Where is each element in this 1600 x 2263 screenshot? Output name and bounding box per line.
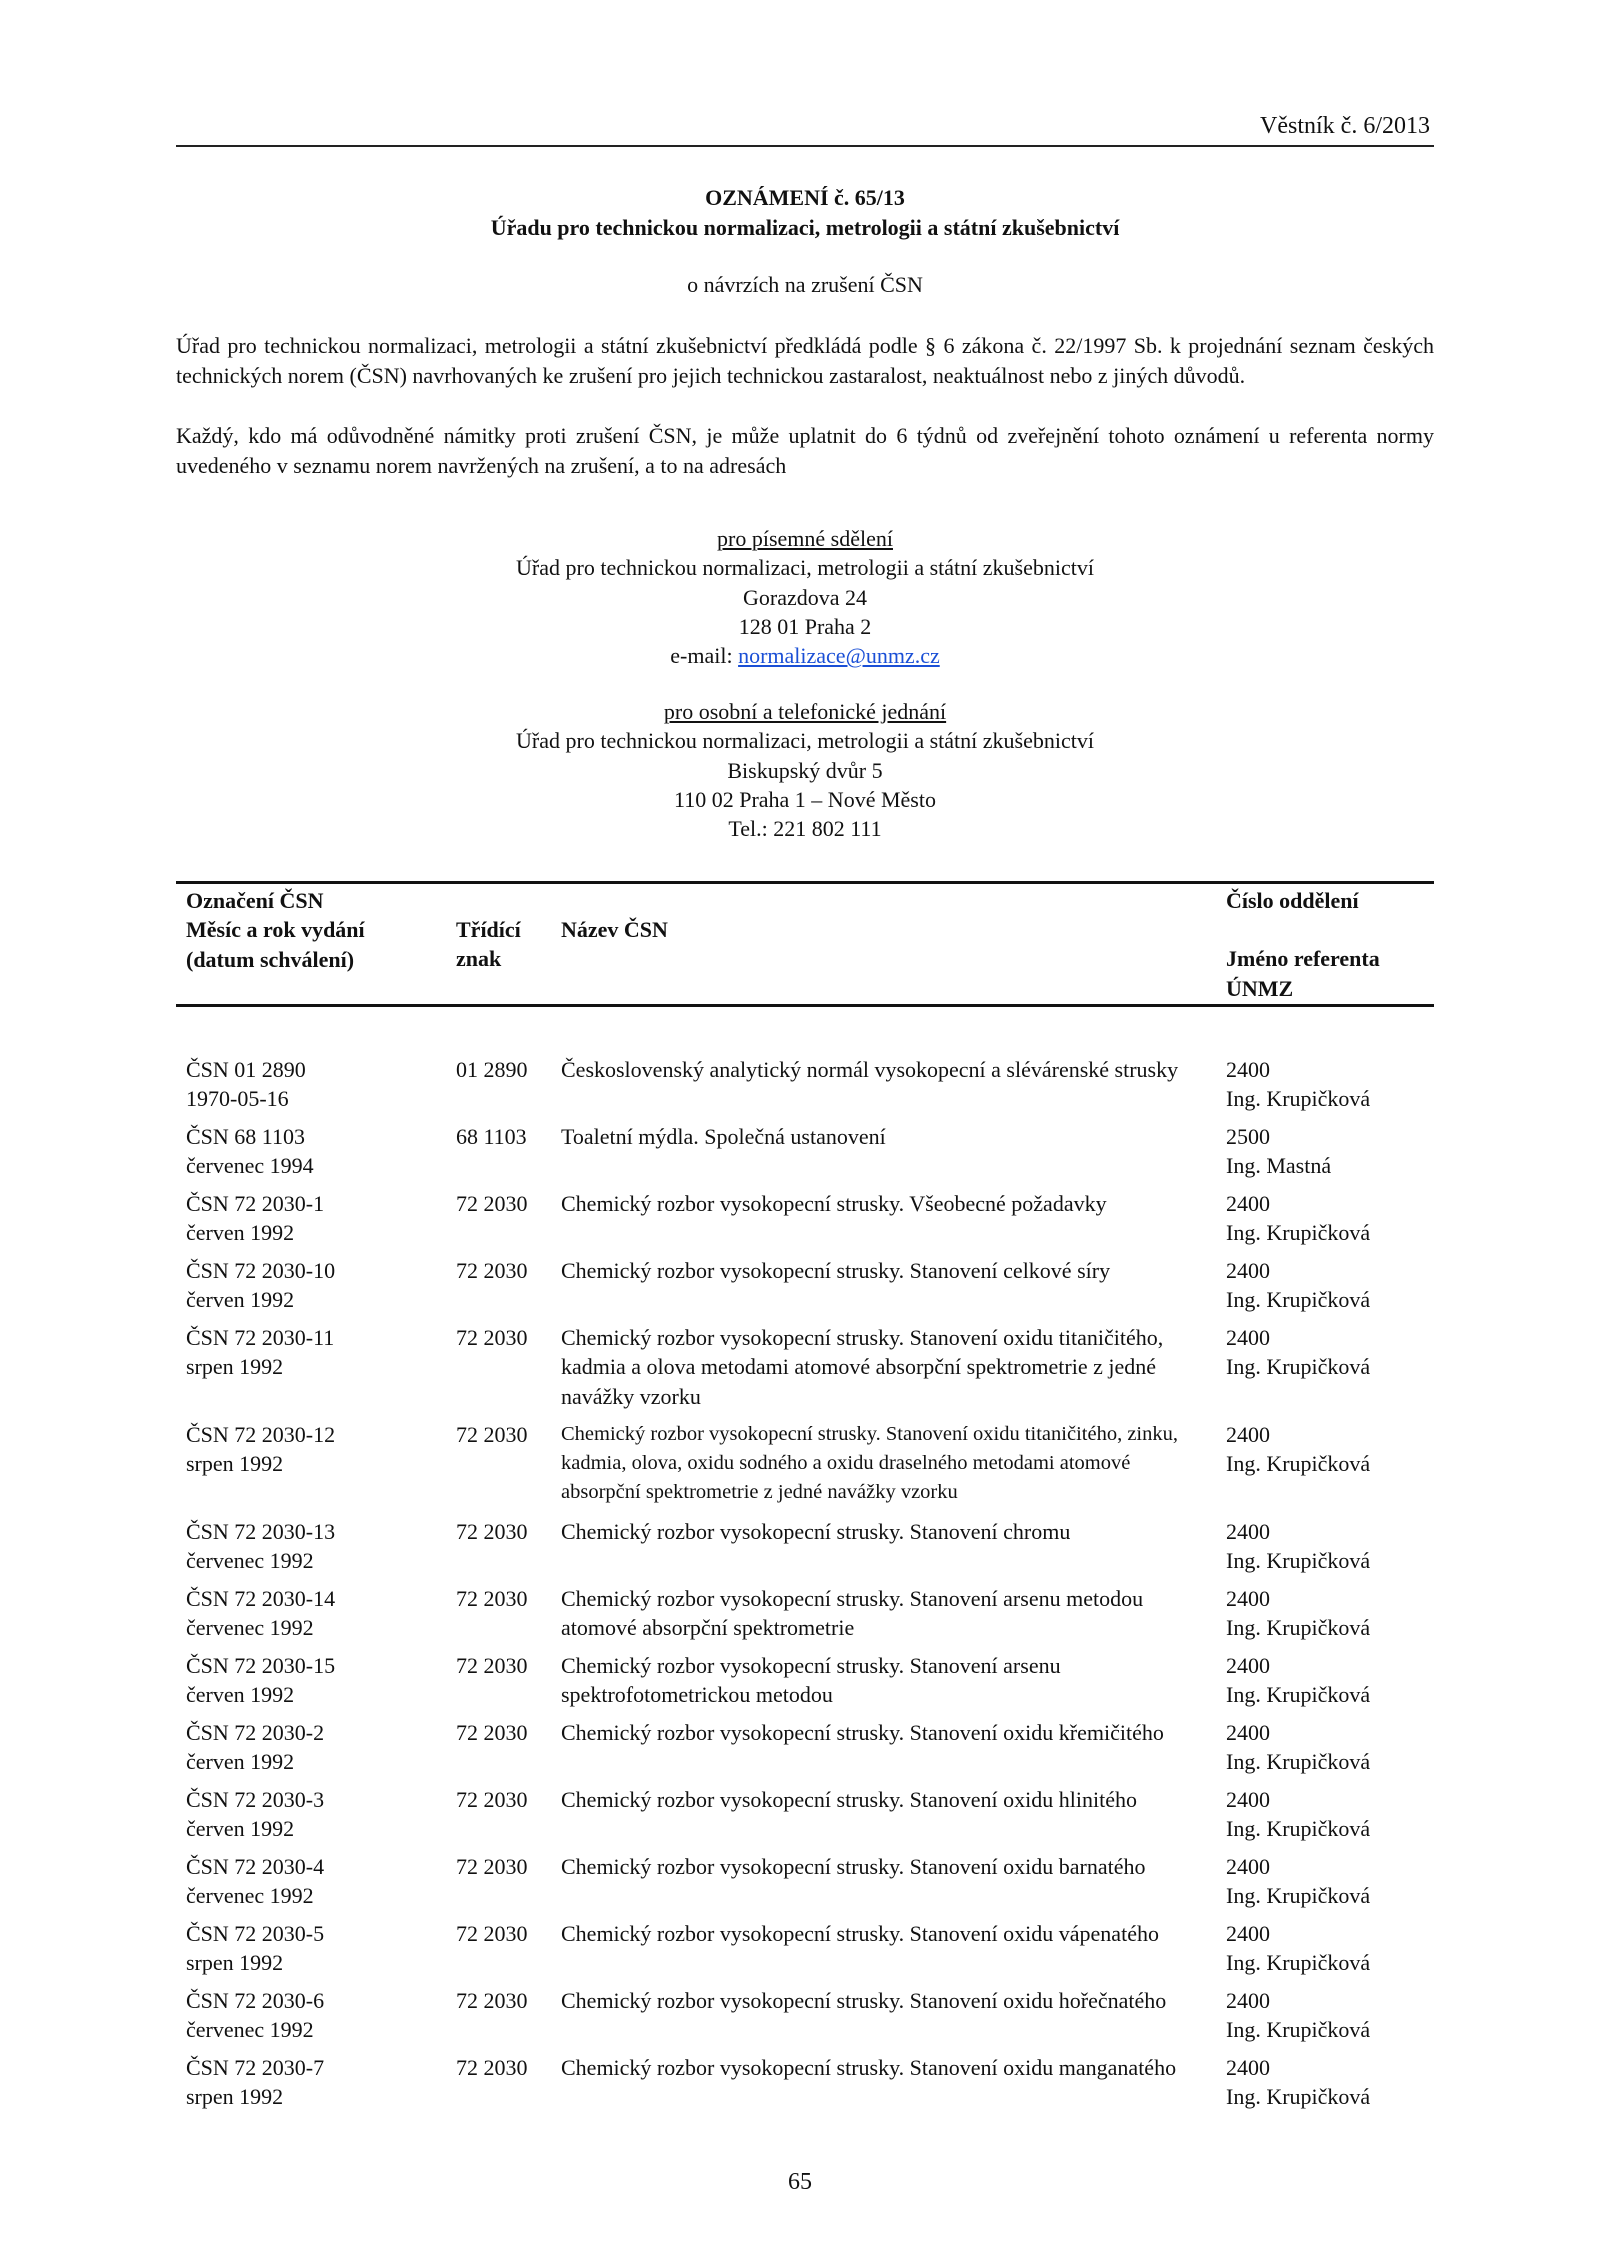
dept-number: 2400	[1226, 1258, 1270, 1283]
cell-class	[456, 1323, 546, 1352]
table-row	[186, 2053, 1434, 2120]
table-row	[186, 1256, 1434, 1323]
table-row	[186, 1919, 1434, 1986]
csn-name: Chemický rozbor vysokopecní strusky. Stanovení oxidu hořečnatého	[561, 1988, 1167, 2013]
cell-dept-referent	[1226, 1651, 1436, 1710]
cell-dept-referent	[1226, 1986, 1436, 2045]
class-code: 72 2030	[456, 1325, 528, 1350]
referent-name: Ing. Krupičková	[1226, 1749, 1371, 1775]
csn-code: ČSN 72 2030-1	[186, 1191, 325, 1216]
cell-dept-referent	[1226, 1517, 1436, 1576]
address-personal-street: Biskupský dvůr 5	[727, 757, 883, 783]
csn-name: Chemický rozbor vysokopecní strusky. Stanovení oxidu titaničitého, zinku, kadmia, olova, oxidu sodného a oxidu draselného metodami atomové absorpční spektrometrie z jedné navážky vzorku	[561, 1423, 1178, 1504]
cell-dept-referent	[1226, 1584, 1436, 1643]
class-code: 72 2030	[456, 1921, 528, 1946]
referent-name: Ing. Mastná	[1226, 1153, 1332, 1179]
header-referent-line2: ÚNMZ	[1226, 975, 1294, 1001]
cell-class	[456, 1420, 546, 1449]
csn-name: Chemický rozbor vysokopecní strusky. Stanovení oxidu vápenatého	[561, 1921, 1159, 1946]
class-code: 01 2890	[456, 1057, 528, 1082]
issue-date: červenec 1994	[186, 1153, 314, 1179]
csn-code: ČSN 68 1103	[186, 1124, 305, 1149]
address-written-org: Úřad pro technickou normalizaci, metrologii a státní zkušebnictví	[516, 555, 1094, 581]
page-number: 65	[788, 2169, 812, 2195]
csn-code: ČSN 72 2030-10	[186, 1258, 336, 1283]
cell-name	[561, 1584, 1211, 1643]
referent-name: Ing. Krupičková	[1226, 1086, 1371, 1112]
csn-name: Chemický rozbor vysokopecní strusky. Stanovení oxidu manganatého	[561, 2055, 1177, 2080]
cell-class	[456, 1189, 546, 1218]
csn-name: Československý analytický normál vysokopecní a slévárenské strusky	[561, 1057, 1179, 1082]
class-code: 68 1103	[456, 1124, 527, 1149]
header-approval-label: (datum schválení)	[186, 946, 355, 972]
dept-number: 2400	[1226, 1854, 1270, 1879]
header-class-line2: znak	[456, 946, 502, 972]
csn-name: Chemický rozbor vysokopecní strusky. Stanovení chromu	[561, 1519, 1071, 1544]
cell-designation	[186, 1323, 446, 1382]
table-row	[186, 1122, 1434, 1189]
notice-subtitle: Úřadu pro technickou normalizaci, metrologii a státní zkušebnictví	[490, 214, 1120, 240]
csn-name: Chemický rozbor vysokopecní strusky. Stanovení arsenu spektrofotometrickou metodou	[561, 1653, 1061, 1708]
table-header-bottom-rule	[176, 1004, 1434, 1007]
class-code: 72 2030	[456, 1988, 528, 2013]
issue-date: srpen 1992	[186, 1451, 284, 1477]
cell-designation	[186, 1189, 446, 1248]
csn-code: ČSN 72 2030-2	[186, 1720, 325, 1745]
header-rule	[176, 145, 1434, 147]
cell-name	[561, 1986, 1211, 2015]
cell-designation	[186, 1584, 446, 1643]
dept-number: 2400	[1226, 1325, 1270, 1350]
csn-name: Chemický rozbor vysokopecní strusky. Stanovení oxidu titaničitého, kadmia a olova metodami atomové absorpční spektrometrie z jedné navážky vzorku	[561, 1325, 1164, 1409]
address-written-city: 128 01 Praha 2	[738, 613, 872, 639]
header-dept-label: Číslo oddělení	[1226, 888, 1359, 913]
cell-class	[456, 1122, 546, 1151]
table-row	[186, 1323, 1434, 1420]
issue-date: srpen 1992	[186, 1354, 284, 1380]
table-row	[186, 1055, 1434, 1122]
cell-designation	[186, 1785, 446, 1844]
cell-name	[561, 2053, 1211, 2082]
cell-class	[456, 1055, 546, 1084]
cell-name	[561, 1055, 1211, 1084]
cell-dept-referent	[1226, 1256, 1436, 1315]
cell-name	[561, 1517, 1211, 1546]
issue-date: červen 1992	[186, 1220, 295, 1246]
cell-name	[561, 1718, 1211, 1747]
referent-name: Ing. Krupičková	[1226, 1615, 1371, 1641]
issue-date: červen 1992	[186, 1816, 295, 1842]
class-code: 72 2030	[456, 1720, 528, 1745]
address-personal-city: 110 02 Praha 1 – Nové Město	[674, 786, 936, 812]
header-referent-line1: Jméno referenta	[1226, 946, 1380, 972]
table-top-rule	[176, 881, 1434, 884]
referent-name: Ing. Krupičková	[1226, 1287, 1371, 1313]
class-code: 72 2030	[456, 1586, 528, 1611]
dept-number: 2400	[1226, 1191, 1270, 1216]
issue-date: červen 1992	[186, 1749, 295, 1775]
csn-code: ČSN 01 2890	[186, 1057, 306, 1082]
address-written-heading: pro písemné sdělení	[717, 526, 893, 551]
csn-code: ČSN 72 2030-15	[186, 1653, 336, 1678]
class-code: 72 2030	[456, 1787, 528, 1812]
dept-number: 2500	[1226, 1124, 1270, 1149]
issue-date: 1970-05-16	[186, 1086, 289, 1112]
cell-class	[456, 1986, 546, 2015]
csn-code: ČSN 72 2030-5	[186, 1921, 325, 1946]
referent-name: Ing. Krupičková	[1226, 1354, 1371, 1380]
class-code: 72 2030	[456, 1258, 528, 1283]
table-row	[186, 1852, 1434, 1919]
csn-name: Chemický rozbor vysokopecní strusky. Stanovení celkové síry	[561, 1258, 1111, 1283]
table-row	[186, 1420, 1434, 1517]
csn-code: ČSN 72 2030-12	[186, 1422, 336, 1447]
class-code: 72 2030	[456, 1854, 528, 1879]
cell-designation	[186, 1420, 446, 1479]
referent-name: Ing. Krupičková	[1226, 2017, 1371, 2043]
table-row	[186, 1651, 1434, 1718]
cell-class	[456, 1256, 546, 1285]
address-written-email-line	[176, 641, 1434, 670]
table-row	[186, 1785, 1434, 1852]
cell-name	[561, 1122, 1211, 1151]
class-code: 72 2030	[456, 1653, 528, 1678]
csn-code: ČSN 72 2030-14	[186, 1586, 336, 1611]
csn-name: Chemický rozbor vysokopecní strusky. Všeobecné požadavky	[561, 1191, 1107, 1216]
issue-date: červenec 1992	[186, 1548, 314, 1574]
cell-designation	[186, 2053, 446, 2112]
email-label: e-mail:	[670, 643, 739, 668]
cell-designation	[186, 1852, 446, 1911]
csn-name: Chemický rozbor vysokopecní strusky. Stanovení oxidu hlinitého	[561, 1787, 1137, 1812]
cell-dept-referent	[1226, 1323, 1436, 1382]
cell-dept-referent	[1226, 1718, 1436, 1777]
csn-code: ČSN 72 2030-7	[186, 2055, 325, 2080]
notice-about: o návrzích na zrušení ČSN	[687, 272, 923, 298]
referent-name: Ing. Krupičková	[1226, 1883, 1371, 1909]
cell-dept-referent	[1226, 1122, 1436, 1181]
csn-code: ČSN 72 2030-3	[186, 1787, 325, 1812]
csn-code: ČSN 72 2030-11	[186, 1325, 335, 1350]
cell-class	[456, 1785, 546, 1814]
cell-dept-referent	[1226, 1420, 1436, 1479]
issue-date: červen 1992	[186, 1287, 295, 1313]
referent-name: Ing. Krupičková	[1226, 1220, 1371, 1246]
csn-code: ČSN 72 2030-4	[186, 1854, 325, 1879]
header-designation	[186, 886, 446, 974]
cell-designation	[186, 1122, 446, 1181]
cell-dept-referent	[1226, 1919, 1436, 1978]
journal-title: Věstník č. 6/2013	[1260, 113, 1430, 139]
cell-designation	[186, 1919, 446, 1978]
address-personal	[176, 697, 1434, 843]
cell-name	[561, 1256, 1211, 1285]
cell-class	[456, 1718, 546, 1747]
csn-code: ČSN 72 2030-13	[186, 1519, 336, 1544]
cell-designation	[186, 1256, 446, 1315]
header-dept-referent	[1226, 886, 1436, 1003]
dept-number: 2400	[1226, 1422, 1270, 1447]
address-written	[176, 524, 1434, 670]
cell-designation	[186, 1986, 446, 2045]
issue-date: srpen 1992	[186, 1950, 284, 1976]
cell-class	[456, 1919, 546, 1948]
class-code: 72 2030	[456, 1519, 528, 1544]
cell-class	[456, 1651, 546, 1680]
address-personal-heading: pro osobní a telefonické jednání	[663, 699, 947, 724]
header-designation-label: Označení ČSN	[186, 888, 324, 913]
referent-name: Ing. Krupičková	[1226, 1950, 1371, 1976]
class-code: 72 2030	[456, 1422, 528, 1447]
cell-designation	[186, 1651, 446, 1710]
cell-dept-referent	[1226, 1189, 1436, 1248]
csn-code: ČSN 72 2030-6	[186, 1988, 325, 2013]
cell-name	[561, 1420, 1211, 1507]
cell-name	[561, 1323, 1211, 1411]
cell-class	[456, 1584, 546, 1613]
email-link[interactable]: normalizace@unmz.cz	[738, 643, 940, 668]
csn-name: Chemický rozbor vysokopecní strusky. Stanovení oxidu barnatého	[561, 1854, 1146, 1879]
referent-name: Ing. Krupičková	[1226, 1682, 1371, 1708]
intro-paragraph: Úřad pro technickou normalizaci, metrologii a státní zkušebnictví předkládá podle § 6 zákona č. 22/1997 Sb. k projednání seznam českých technických norem (ČSN) navrhovaných ke zrušení pro jejich technickou zastaralost, neaktuálnost nebo z jiných důvodů.	[176, 333, 1434, 388]
issue-date: červen 1992	[186, 1682, 295, 1708]
csn-name: Chemický rozbor vysokopecní strusky. Stanovení oxidu křemičitého	[561, 1720, 1164, 1745]
cell-name	[561, 1785, 1211, 1814]
dept-number: 2400	[1226, 1787, 1270, 1812]
dept-number: 2400	[1226, 2055, 1270, 2080]
issue-date: srpen 1992	[186, 2084, 284, 2110]
csn-name: Chemický rozbor vysokopecní strusky. Stanovení arsenu metodou atomové absorpční spektrometrie	[561, 1586, 1144, 1641]
dept-number: 2400	[1226, 1519, 1270, 1544]
referent-name: Ing. Krupičková	[1226, 1451, 1371, 1477]
dept-number: 2400	[1226, 1057, 1270, 1082]
cell-class	[456, 1517, 546, 1546]
header-month-year-label: Měsíc a rok vydání	[186, 917, 365, 943]
notice-title: OZNÁMENÍ č. 65/13	[705, 185, 905, 210]
header-name: Název ČSN	[561, 917, 668, 942]
cell-dept-referent	[1226, 1785, 1436, 1844]
address-personal-org: Úřad pro technickou normalizaci, metrologii a státní zkušebnictví	[516, 728, 1094, 754]
issue-date: červenec 1992	[186, 2017, 314, 2043]
dept-number: 2400	[1226, 1720, 1270, 1745]
dept-number: 2400	[1226, 1988, 1270, 2013]
issue-date: červenec 1992	[186, 1883, 314, 1909]
cell-name	[561, 1919, 1211, 1948]
table-row	[186, 1517, 1434, 1584]
cell-dept-referent	[1226, 2053, 1436, 2112]
class-code: 72 2030	[456, 1191, 528, 1216]
cell-name	[561, 1189, 1211, 1218]
referent-name: Ing. Krupičková	[1226, 1816, 1371, 1842]
table-row	[186, 1718, 1434, 1785]
cell-name	[561, 1852, 1211, 1881]
table-row	[186, 1584, 1434, 1651]
cell-designation	[186, 1517, 446, 1576]
table-row	[186, 1189, 1434, 1256]
notice-heading	[176, 183, 1434, 300]
class-code: 72 2030	[456, 2055, 528, 2080]
issue-date: červenec 1992	[186, 1615, 314, 1641]
referent-name: Ing. Krupičková	[1226, 1548, 1371, 1574]
dept-number: 2400	[1226, 1586, 1270, 1611]
header-class-line1: Třídící	[456, 917, 521, 942]
objection-paragraph: Každý, kdo má odůvodněné námitky proti zrušení ČSN, je může uplatnit do 6 týdnů od zveřejnění tohoto oznámení u referenta normy uvedeného v seznamu norem navržených na zrušení, a to na adresách	[176, 423, 1434, 478]
cell-designation	[186, 1055, 446, 1114]
table-body	[186, 1055, 1434, 2120]
cell-dept-referent	[1226, 1852, 1436, 1911]
address-written-street: Gorazdova 24	[742, 584, 867, 610]
dept-number: 2400	[1226, 1921, 1270, 1946]
cell-dept-referent	[1226, 1055, 1436, 1114]
cell-class	[456, 1852, 546, 1881]
table-row	[186, 1986, 1434, 2053]
header-class	[456, 915, 546, 974]
cell-class	[456, 2053, 546, 2082]
csn-name: Toaletní mýdla. Společná ustanovení	[561, 1124, 886, 1149]
cell-designation	[186, 1718, 446, 1777]
address-personal-phone: Tel.: 221 802 111	[728, 816, 882, 841]
referent-name: Ing. Krupičková	[1226, 2084, 1371, 2110]
cell-name	[561, 1651, 1211, 1710]
dept-number: 2400	[1226, 1653, 1270, 1678]
